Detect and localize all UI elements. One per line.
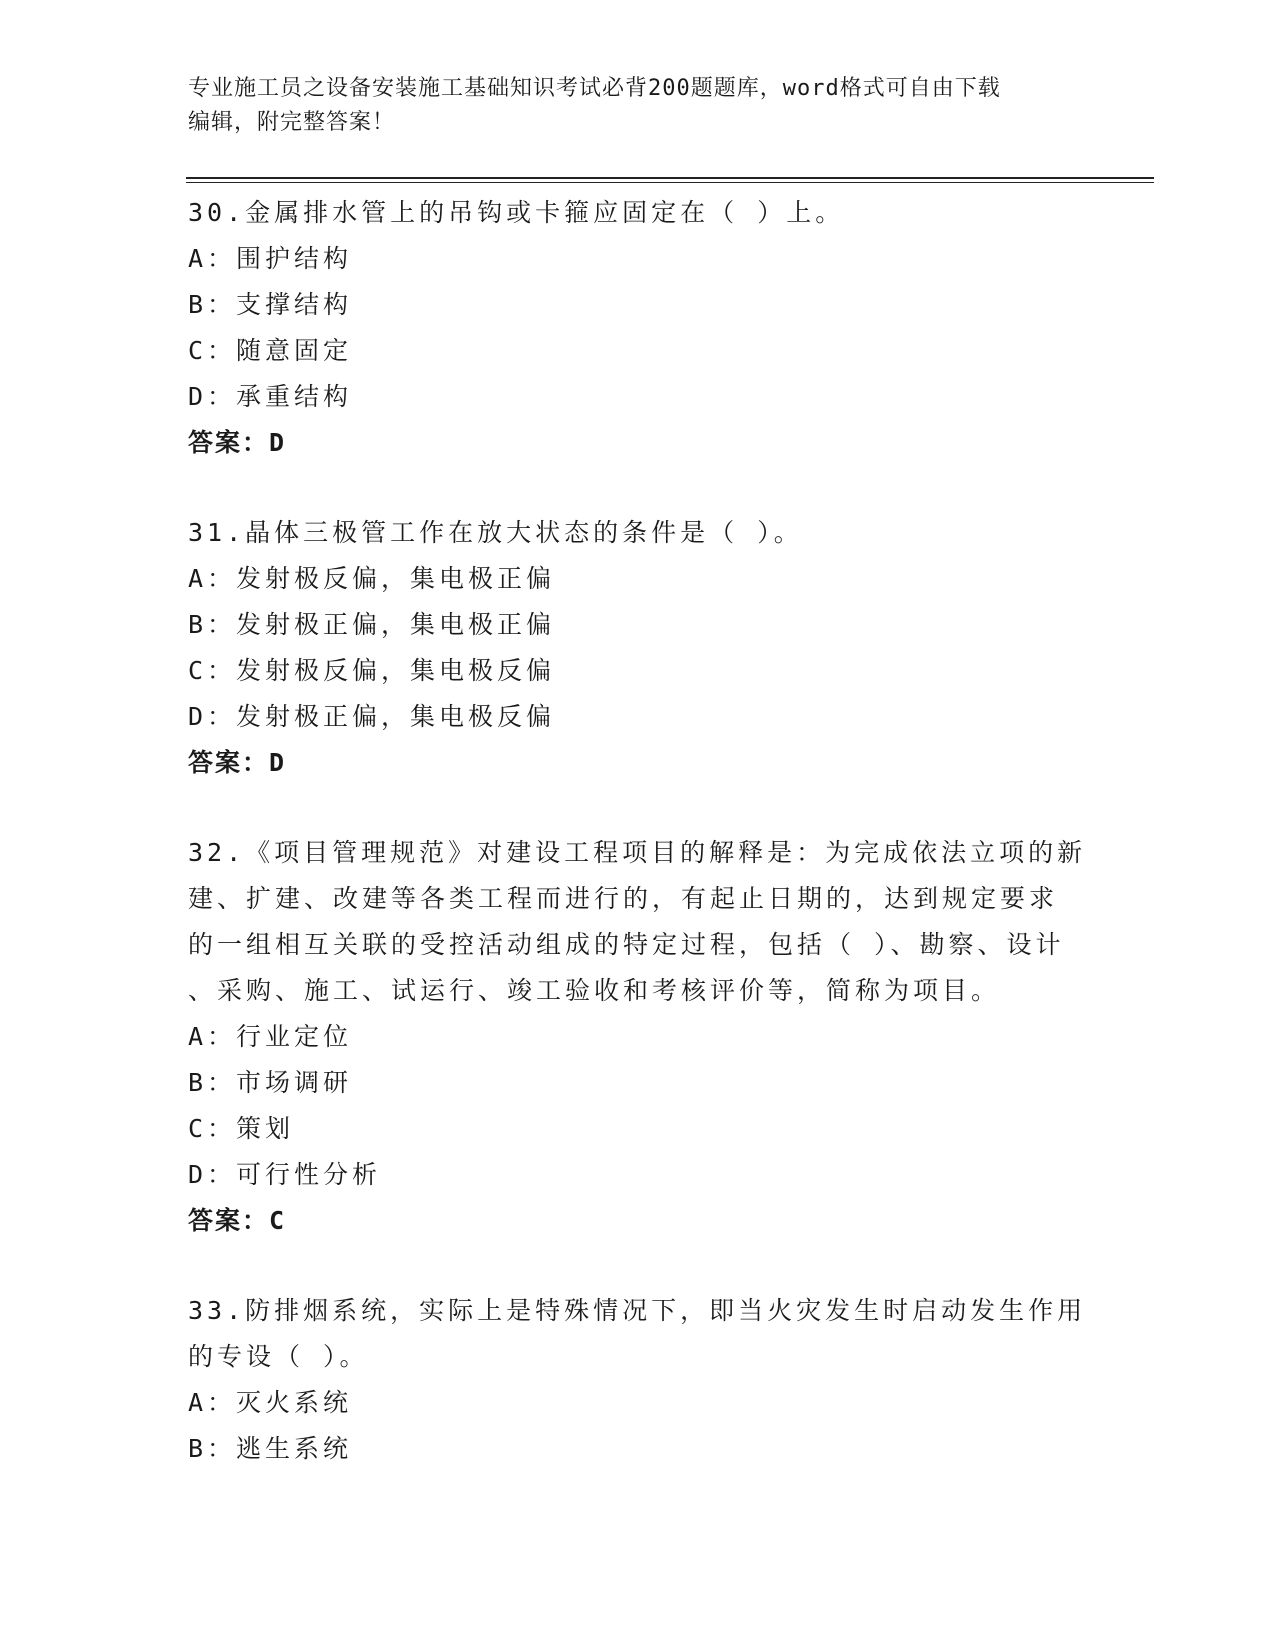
option-c: C：发射极反偏，集电极反偏 bbox=[188, 656, 556, 685]
option-d: D：发射极正偏，集电极反偏 bbox=[188, 702, 556, 731]
question-text: 的专设（ ）。 bbox=[188, 1342, 369, 1371]
option-c: C：策划 bbox=[188, 1114, 295, 1143]
header-divider-thick bbox=[186, 177, 1154, 179]
option-d: D：承重结构 bbox=[188, 382, 353, 411]
question-list bbox=[188, 190, 1088, 1472]
question-block bbox=[188, 190, 1088, 466]
question-text: 31.晶体三极管工作在放大状态的条件是（ ）。 bbox=[188, 518, 803, 547]
question-text: 30.金属排水管上的吊钩或卡箍应固定在（ ）上。 bbox=[188, 198, 845, 227]
header-line-2: 编辑，附完整答案！ bbox=[188, 110, 396, 135]
question-text: 33.防排烟系统，实际上是特殊情况下，即当火灾发生时启动发生作用 bbox=[188, 1296, 1087, 1325]
option-a: A：行业定位 bbox=[188, 1022, 353, 1051]
question-block bbox=[188, 830, 1088, 1244]
question-text: 建、扩建、改建等各类工程而进行的，有起止日期的，达到规定要求 bbox=[188, 884, 1059, 913]
option-c: C：随意固定 bbox=[188, 336, 353, 365]
option-b: B：市场调研 bbox=[188, 1068, 353, 1097]
question-text: 、采购、施工、试运行、竣工验收和考核评价等，简称为项目。 bbox=[188, 976, 1001, 1005]
question-block bbox=[188, 510, 1088, 786]
option-b: B：逃生系统 bbox=[188, 1434, 353, 1463]
option-b: B：发射极正偏，集电极正偏 bbox=[188, 610, 556, 639]
option-a: A：围护结构 bbox=[188, 244, 353, 273]
question-block bbox=[188, 1288, 1088, 1472]
option-b: B：支撑结构 bbox=[188, 290, 353, 319]
answer-text: 答案：C bbox=[188, 1206, 287, 1235]
option-a: A：灭火系统 bbox=[188, 1388, 353, 1417]
option-a: A：发射极反偏，集电极正偏 bbox=[188, 564, 556, 593]
answer-text: 答案：D bbox=[188, 748, 287, 777]
question-text: 32.《项目管理规范》对建设工程项目的解释是：为完成依法立项的新 bbox=[188, 838, 1087, 867]
document-header bbox=[188, 72, 1068, 140]
answer-text: 答案：D bbox=[188, 428, 287, 457]
question-text: 的一组相互关联的受控活动组成的特定过程，包括（ ）、勘察、设计 bbox=[188, 930, 1065, 959]
option-d: D：可行性分析 bbox=[188, 1160, 382, 1189]
header-divider-thin bbox=[186, 182, 1154, 183]
header-line-1: 专业施工员之设备安装施工基础知识考试必背200题题库，word格式可自由下载 bbox=[188, 76, 1001, 101]
